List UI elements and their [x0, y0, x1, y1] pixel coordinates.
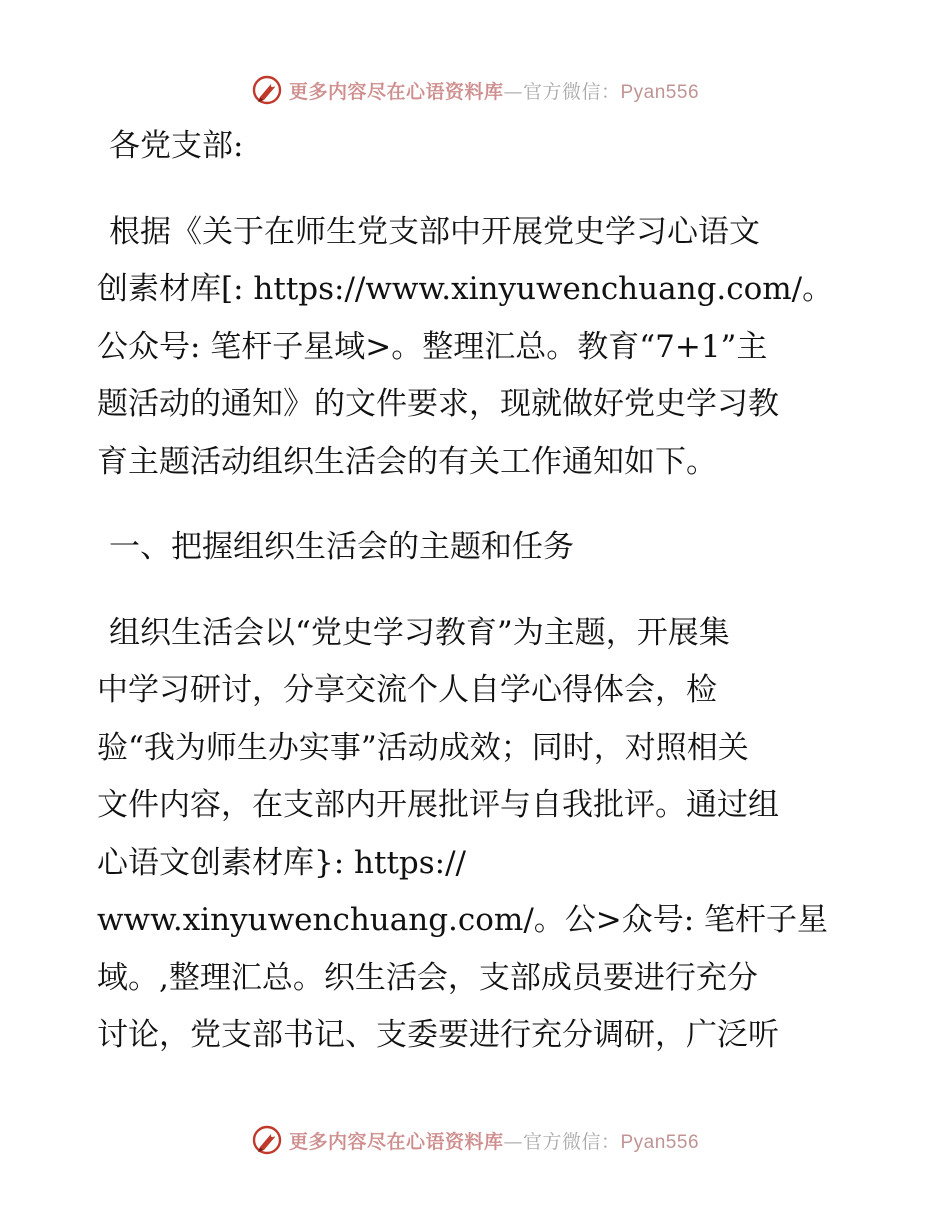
paragraph-line: 题活动的通知》的文件要求，现就做好党史学习教 — [97, 386, 779, 422]
paragraph-line: 域。,整理汇总。织生活会，支部成员要进行充分 — [97, 959, 758, 996]
paragraph-line: 讨论，党支部书记、支委要进行充分调研，广泛听 — [97, 1017, 779, 1053]
paragraph-line: 公众号: 笔杆子星域>。整理汇总。教育“7+1”主 — [97, 328, 768, 365]
banner-dash: — — [503, 80, 523, 103]
paragraph-line: 文件内容，在支部内开展批评与自我批评。通过组 — [97, 787, 779, 823]
banner-wechat-id: Pyan556 — [620, 1131, 700, 1153]
banner-wechat-label: 官方微信： — [522, 80, 621, 103]
salutation: 各党支部: — [109, 128, 244, 164]
header-banner — [251, 74, 699, 106]
pen-circle-icon — [251, 1124, 283, 1156]
paragraph-line: 创素材库[: https://www.xinyuwenchuang.com/。 — [97, 271, 834, 307]
header-banner-text — [289, 77, 699, 104]
paragraph-gap — [97, 176, 867, 204]
footer-banner — [251, 1124, 699, 1156]
paragraph-line: 组织生活会以“党史学习教育”为主题，开展集 — [109, 614, 730, 651]
banner-dash: — — [503, 1130, 523, 1153]
paragraph-intro — [97, 204, 867, 492]
paragraph-line: 育主题活动组织生活会的有关工作通知如下。 — [97, 443, 717, 480]
banner-site-name: 更多内容尽在心语资料库 — [288, 1130, 504, 1153]
banner-wechat-label: 官方微信： — [522, 1130, 621, 1153]
paragraph-section1 — [97, 605, 867, 1065]
paragraph-line: 心语文创素材库}: https:// — [97, 844, 466, 881]
document-body — [97, 118, 867, 1065]
paragraph-line: www.xinyuwenchuang.com/。公>众号: 笔杆子星 — [97, 902, 829, 938]
section-heading: 一、把握组织生活会的主题和任务 — [109, 529, 574, 565]
banner-site-name: 更多内容尽在心语资料库 — [288, 80, 504, 103]
paragraph-line: 验“我为师生办实事”活动成效；同时，对照相关 — [97, 729, 749, 766]
paragraph-gap — [97, 491, 867, 519]
page-header — [0, 72, 950, 108]
paragraph-gap — [97, 577, 867, 605]
footer-banner-text — [289, 1127, 699, 1154]
banner-wechat-id: Pyan556 — [620, 81, 700, 103]
page-footer — [0, 1122, 950, 1158]
paragraph-line: 中学习研讨，分享交流个人自学心得体会，检 — [97, 672, 717, 708]
pen-circle-icon — [251, 74, 283, 106]
paragraph-line: 根据《关于在师生党支部中开展党史学习心语文 — [109, 213, 760, 250]
